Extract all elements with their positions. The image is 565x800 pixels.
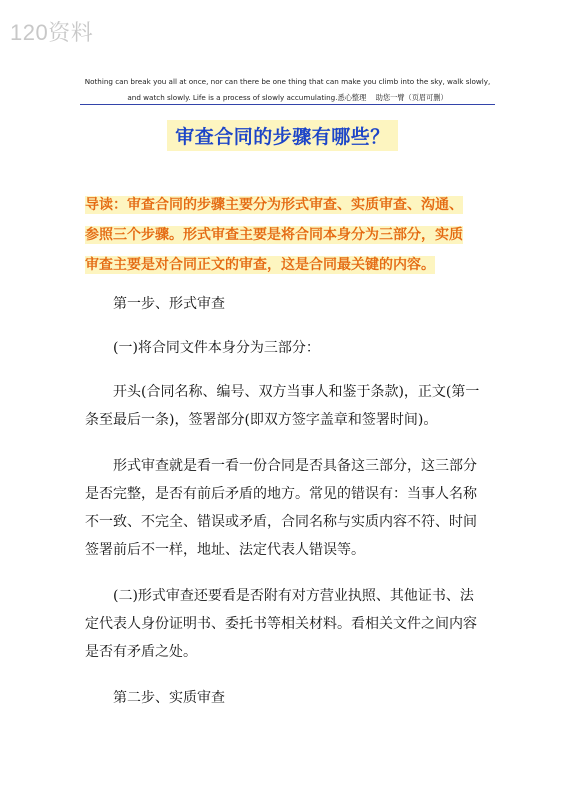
intro-line-3: 审查主要是对合同正文的审查，这是合同最关键的内容。 bbox=[85, 257, 435, 273]
header-motto-line-2: and watch slowly. Life is a process of slowly accumulating.悉心整理 助您一臂（页眉可删） bbox=[127, 93, 448, 102]
page-header bbox=[80, 74, 495, 106]
body-paragraph: 开头(合同名称、编号、双方当事人和鉴于条款)，正文(第一条至最后一条)，签署部分(即双方签字盖章和签署时间)。 bbox=[85, 384, 480, 428]
header-divider bbox=[80, 104, 495, 105]
document-body bbox=[85, 290, 485, 728]
document-title: 审查合同的步骤有哪些？ bbox=[167, 120, 398, 151]
title-container bbox=[0, 120, 565, 151]
body-paragraph: 形式审查就是看一看一份合同是否具备这三部分，这三部分是否完整，是否有前后矛盾的地方。常见的错误有：当事人名称不一致、不完全、错误或矛盾，合同名称与实质内容不符、时间签署前后不一样，地址、法定代表人错误等。 bbox=[85, 458, 477, 558]
watermark-logo: 120资料 bbox=[10, 20, 94, 45]
intro-line-2: 参照三个步骤。形式审查主要是将合同本身分为三部分，实质 bbox=[85, 227, 463, 243]
header-motto-line-1: Nothing can break you all at once, nor can there be one thing that can make you climb into the sky, walk slowly, bbox=[84, 77, 491, 86]
intro-summary bbox=[85, 190, 485, 280]
section-heading-step-1: 第一步、形式审查 bbox=[113, 296, 225, 312]
section-heading-step-2: 第二步、实质审查 bbox=[113, 690, 225, 706]
body-paragraph: (二)形式审查还要看是否附有对方营业执照、其他证书、法定代表人身份证明书、委托书等相关材料。看相关文件之间内容是否有矛盾之处。 bbox=[85, 588, 477, 660]
intro-line-1: 导读：审查合同的步骤主要分为形式审查、实质审查、沟通、 bbox=[85, 197, 463, 213]
subsection-heading-1: (一)将合同文件本身分为三部分： bbox=[113, 340, 320, 356]
